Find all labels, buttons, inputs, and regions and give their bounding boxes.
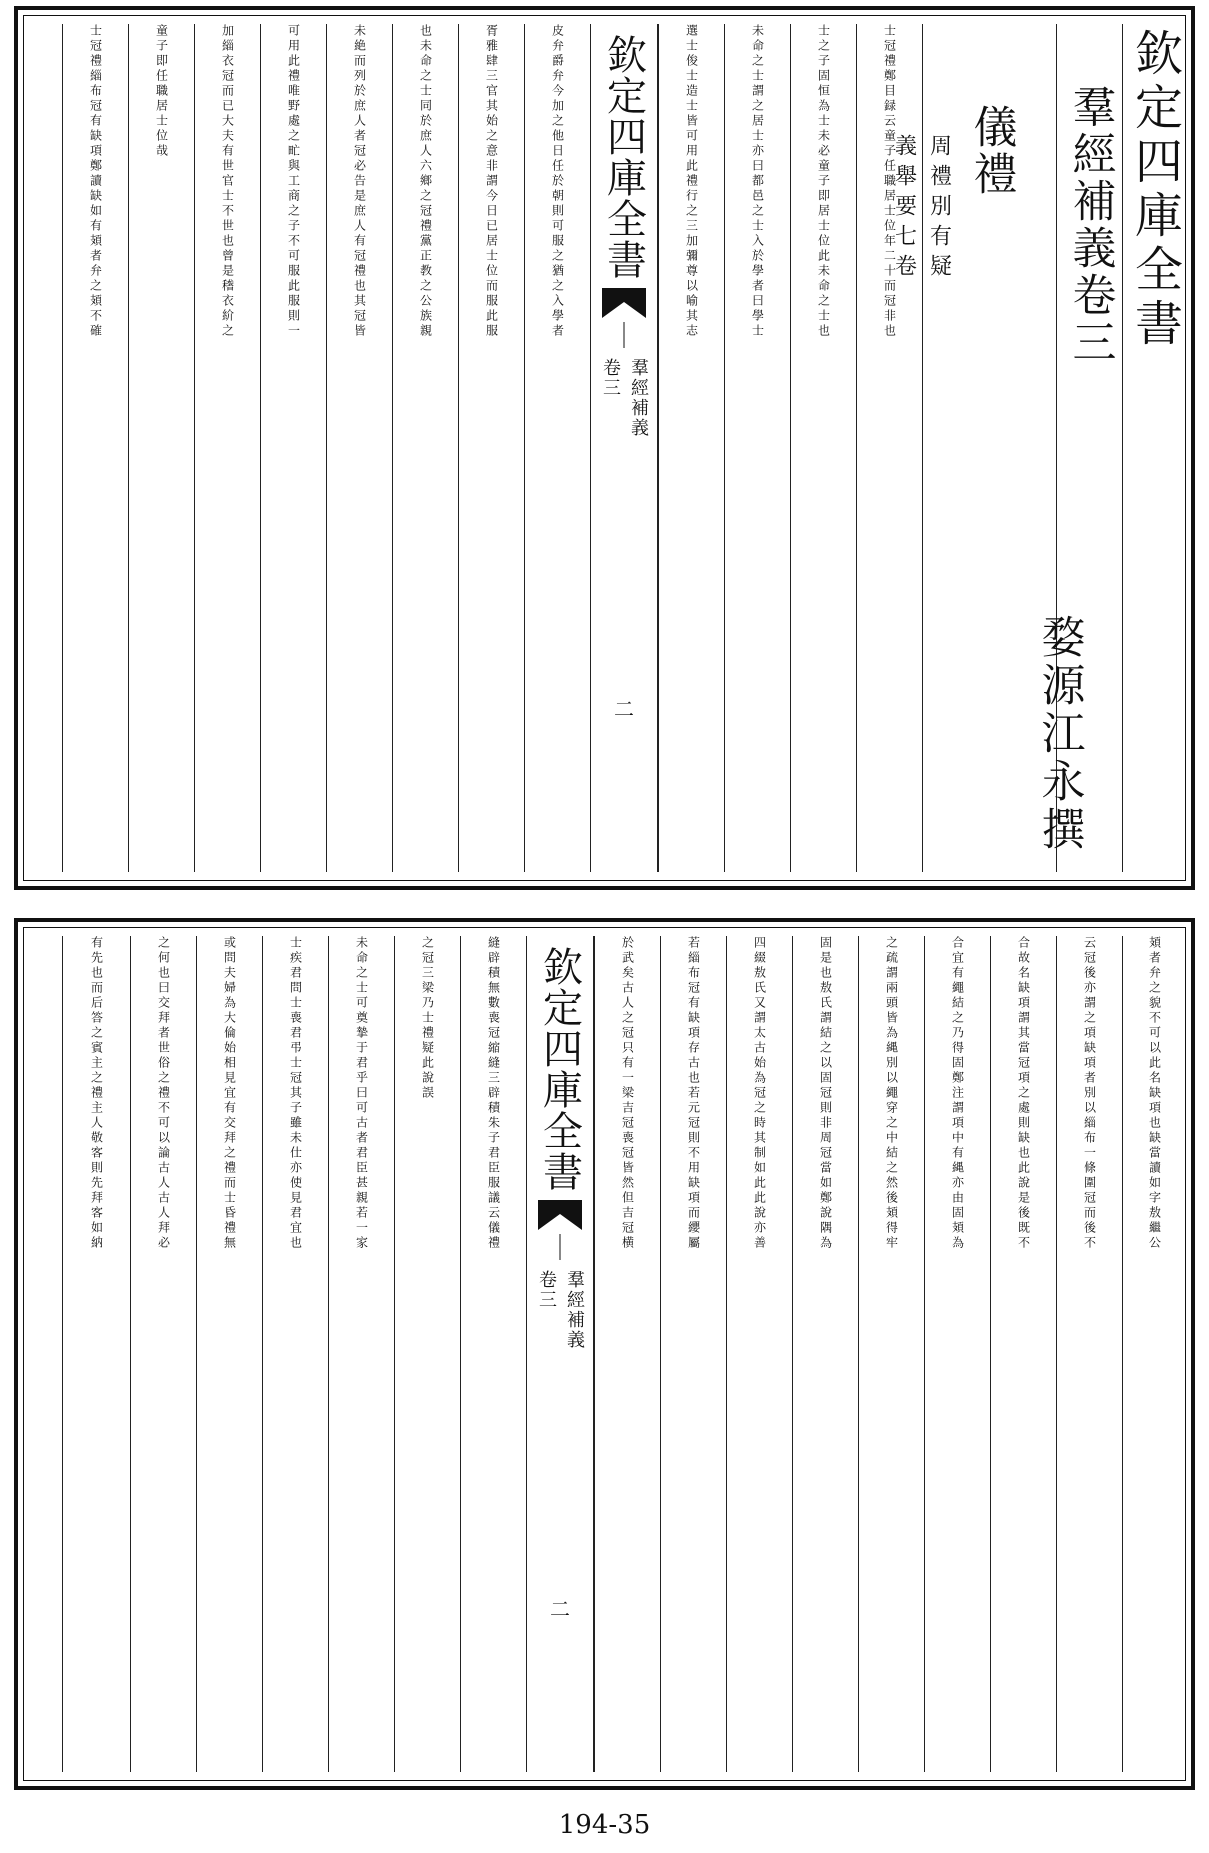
gutter-title: 欽定四庫全書 [536, 946, 583, 1192]
upper-text-column-3 [724, 24, 790, 872]
upper-text-column-4 [658, 24, 724, 872]
column-text: 加緇衣冠而已大夫有世官士不世也曾是𥡴衣紒之 [220, 24, 235, 339]
upper-text-column-9 [260, 24, 326, 872]
column-text: 頍者弁之貌不可以此名缺項也缺當讀如字敖繼公 [1147, 936, 1162, 1251]
author-line: 婺源江永撰 [1033, 614, 1085, 854]
lower-text-column-1 [1122, 936, 1186, 1772]
page-number: 194-35 [558, 1810, 651, 1840]
gutter-note: 羣經補義 [564, 1270, 585, 1350]
gutter-leaf-number: 二 [614, 697, 634, 721]
lower-text-column-14 [196, 936, 262, 1772]
gutter-leaf-number: 二 [550, 1597, 570, 1621]
book-title: 羣經補義卷三 [1064, 84, 1116, 366]
lower-text-column-4 [924, 936, 990, 1772]
upper-text-column-10 [194, 24, 260, 872]
column-text: 未命之士可奠摯于君乎曰可古者君臣甚親若一家 [354, 936, 369, 1251]
upper-text-column-2 [790, 24, 856, 872]
gutter-title: 欽定四庫全書 [600, 34, 647, 280]
column-text: 皮弁爵弁今加之他日任於朝則可服之猶之入學者 [550, 24, 565, 339]
column-text: 縫辟積無數喪冠縮縫三辟積朱子君臣服議云儀禮 [486, 936, 501, 1251]
gutter-note: 卷三 [600, 358, 621, 398]
column-text: 合故名缺項謂其當冠項之處則缺也此說是後既不 [1016, 936, 1031, 1251]
lower-text-column-6 [792, 936, 858, 1772]
lower-page-panel [14, 918, 1195, 1790]
lower-text-column-5 [858, 936, 924, 1772]
column-text: 之何也曰交拜者世俗之禮不可以論古人古人拜必 [156, 936, 171, 1251]
column-text: 可用此禮唯野處之甿與工商之子不可服此服則一 [286, 24, 301, 339]
lower-text-column-7 [726, 936, 792, 1772]
lower-gutter [526, 936, 594, 1772]
column-text: 之冠三梁乃士禮疑此說誤 [420, 936, 435, 1101]
gutter-note: 卷三 [536, 1270, 557, 1310]
column-text: 未命之士謂之居士亦曰都邑之士入於學者曰學士 [750, 24, 765, 339]
lower-text-column-2 [1056, 936, 1122, 1772]
lower-text-column-13 [262, 936, 328, 1772]
column-text: 云冠後亦謂之項缺項者別以緇布一條圍冠而後不 [1082, 936, 1097, 1251]
gutter-notes [597, 358, 651, 438]
upper-text-column-6 [458, 24, 524, 872]
upper-text-column-7 [392, 24, 458, 872]
column-text: 士冠禮緇布冠有缺項鄭讀缺如有頍者弁之頍不確 [88, 24, 103, 339]
section-title: 儀禮 [965, 104, 1017, 198]
upper-header-column [1122, 24, 1186, 872]
column-text: 之疏謂兩頭皆為縄別以繩穿之中結之然後頍得牢 [884, 936, 899, 1251]
upper-text-column-11 [128, 24, 194, 872]
column-text: 固是也敖氏謂結之以固冠則非周冠當如鄭說隅為 [818, 936, 833, 1251]
upper-text-column-8 [326, 24, 392, 872]
lower-text-column-9 [594, 936, 660, 1772]
column-text: 四綴敖氏又謂太古始為冠之時其制如此此說亦善 [752, 936, 767, 1251]
upper-header-text: 欽定四庫全書 [1126, 28, 1183, 352]
gutter-notes [533, 1270, 587, 1350]
section-author-column [891, 24, 1085, 872]
column-text: 未絶而列於庶人者冠必告是庶人有冠禮也其冠皆 [352, 24, 367, 339]
section-note: 義舉要七卷 [891, 134, 917, 284]
upper-gutter [590, 24, 658, 872]
upper-text-column-5 [524, 24, 590, 872]
upper-text-column-1 [856, 24, 922, 872]
lower-text-column-8 [660, 936, 726, 1772]
lower-text-column-3 [990, 936, 1056, 1772]
lower-text-column-16 [62, 936, 130, 1772]
lower-text-column-12 [328, 936, 394, 1772]
column-text: 合宜有繩結之乃得固鄭注謂項中有縄亦由固頍為 [950, 936, 965, 1251]
fishtail-mark-icon [602, 288, 646, 348]
lower-text-column-15 [130, 936, 196, 1772]
column-text: 也未命之士同於庶人六鄉之冠禮黨正教之公族親 [418, 24, 433, 339]
column-text: 胥雅肆三官其始之意非謂今日已居士位而服此服 [484, 24, 499, 339]
column-text: 童子即任職居士位哉 [154, 24, 169, 159]
column-text: 士之子固恒為士未必童子即居士位此未命之士也 [816, 24, 831, 339]
column-text: 若緇布冠有缺項存古也若元冠則不用缺項而纓屬 [686, 936, 701, 1251]
lower-text-column-10 [460, 936, 526, 1772]
fishtail-mark-icon [538, 1200, 582, 1260]
column-text: 選士俊士造士皆可用此禮行之三加彌尊以喻其志 [684, 24, 699, 339]
column-text: 或問夫婦為大倫始相見宜有交拜之禮而士昏禮無 [222, 936, 237, 1251]
lower-text-column-11 [394, 936, 460, 1772]
upper-page-panel [14, 6, 1195, 890]
upper-text-column-12 [62, 24, 128, 872]
column-text: 士冠禮鄭目録云童子任職居士位年二十而冠非也 [882, 24, 897, 339]
section-note: 周禮別有疑 [926, 134, 952, 284]
column-text: 於武矣古人之冠只有一梁吉冠喪冠皆然但吉冠横 [620, 936, 635, 1251]
gutter-note: 羣經補義 [628, 358, 649, 438]
column-text: 士疾君問士喪君弔士冠其子雖未仕亦使見君宜也 [288, 936, 303, 1251]
column-text: 有先也而后答之賓主之禮主人敬客則先拜客如納 [89, 936, 104, 1251]
